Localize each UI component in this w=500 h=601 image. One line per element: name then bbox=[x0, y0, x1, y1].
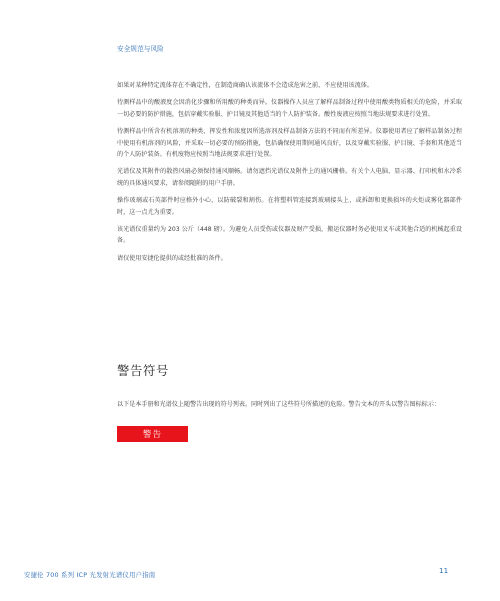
paragraph-ventilation: 光谱仪及其附件的散热风扇必须保持通风顺畅。请勿遮挡光谱仪及附件上的通风栅格。有关个人电脑、显示器、打印机和水冷系统的具体通风要求，请参阅随附的用户手册。 bbox=[117, 168, 462, 187]
paragraph-instrument-weight: 该光谱仪重量约为 203 公斤（448 磅）。为避免人员受伤或仪器及财产受损，搬运仪器时务必使用叉车或其他合适的机械起重设备。 bbox=[117, 226, 462, 245]
paragraph-fluid-uncertainty: 如果对某种特定流体存在不确定性，在制造商确认该流体不会造成危害之前，不应使用该流体。 bbox=[117, 82, 373, 89]
paragraph-glass-parts: 操作玻璃或石英部件时应格外小心，以防破裂和割伤。在将塑料管连接到玻璃接头上，或拆卸和更换损坏的火炬或雾化器部件时，这一点尤为重要。 bbox=[117, 197, 462, 216]
footer-document-title: 安捷伦 700 系列 ICP 光发射光谱仪用户指南 bbox=[24, 571, 156, 579]
paragraph-organic-solvents: 待测样品中所含有机溶剂的种类、挥发性和浓度因所选溶剂及样品制备方法的不同而有所差异。仪器使用者应了解样品制备过程中使用有机溶剂的风险，并采取一切必要的预防措施，包括确保使用期间通风良好，以及穿戴实验服、护目镜、手套和其他适当的个人防护装备。有机废物应按照当地法规要求进行处置。 bbox=[117, 128, 462, 159]
warning-badge-label: 警告 bbox=[142, 430, 163, 440]
section-intro: 以下是本手册和光谱仪上随警告出现的符号列表。同时列出了这些符号所描述的危险。警告文本的开头以警告图标标示： bbox=[117, 401, 440, 408]
paragraph-acid-hazards: 待测样品中的酸液度会因消化步骤和所用酸的种类而异。仪器操作人员应了解样品制备过程中使用酸类物质相关的危险，并采取一切必要的防护措施，包括穿戴实验服、护目镜及其他适当的个人防护装备。酸性废液应按照当地法规要求进行处置。 bbox=[117, 99, 462, 118]
running-header: 安全规范与风险 bbox=[117, 45, 164, 53]
paragraph-spare-parts: 请仅使用安捷伦提供的或经批准的备件。 bbox=[117, 254, 227, 262]
body-content bbox=[117, 80, 462, 270]
page-number: 11 bbox=[439, 566, 449, 575]
section-heading: 警告符号 bbox=[117, 363, 169, 378]
warning-badge bbox=[117, 426, 188, 442]
